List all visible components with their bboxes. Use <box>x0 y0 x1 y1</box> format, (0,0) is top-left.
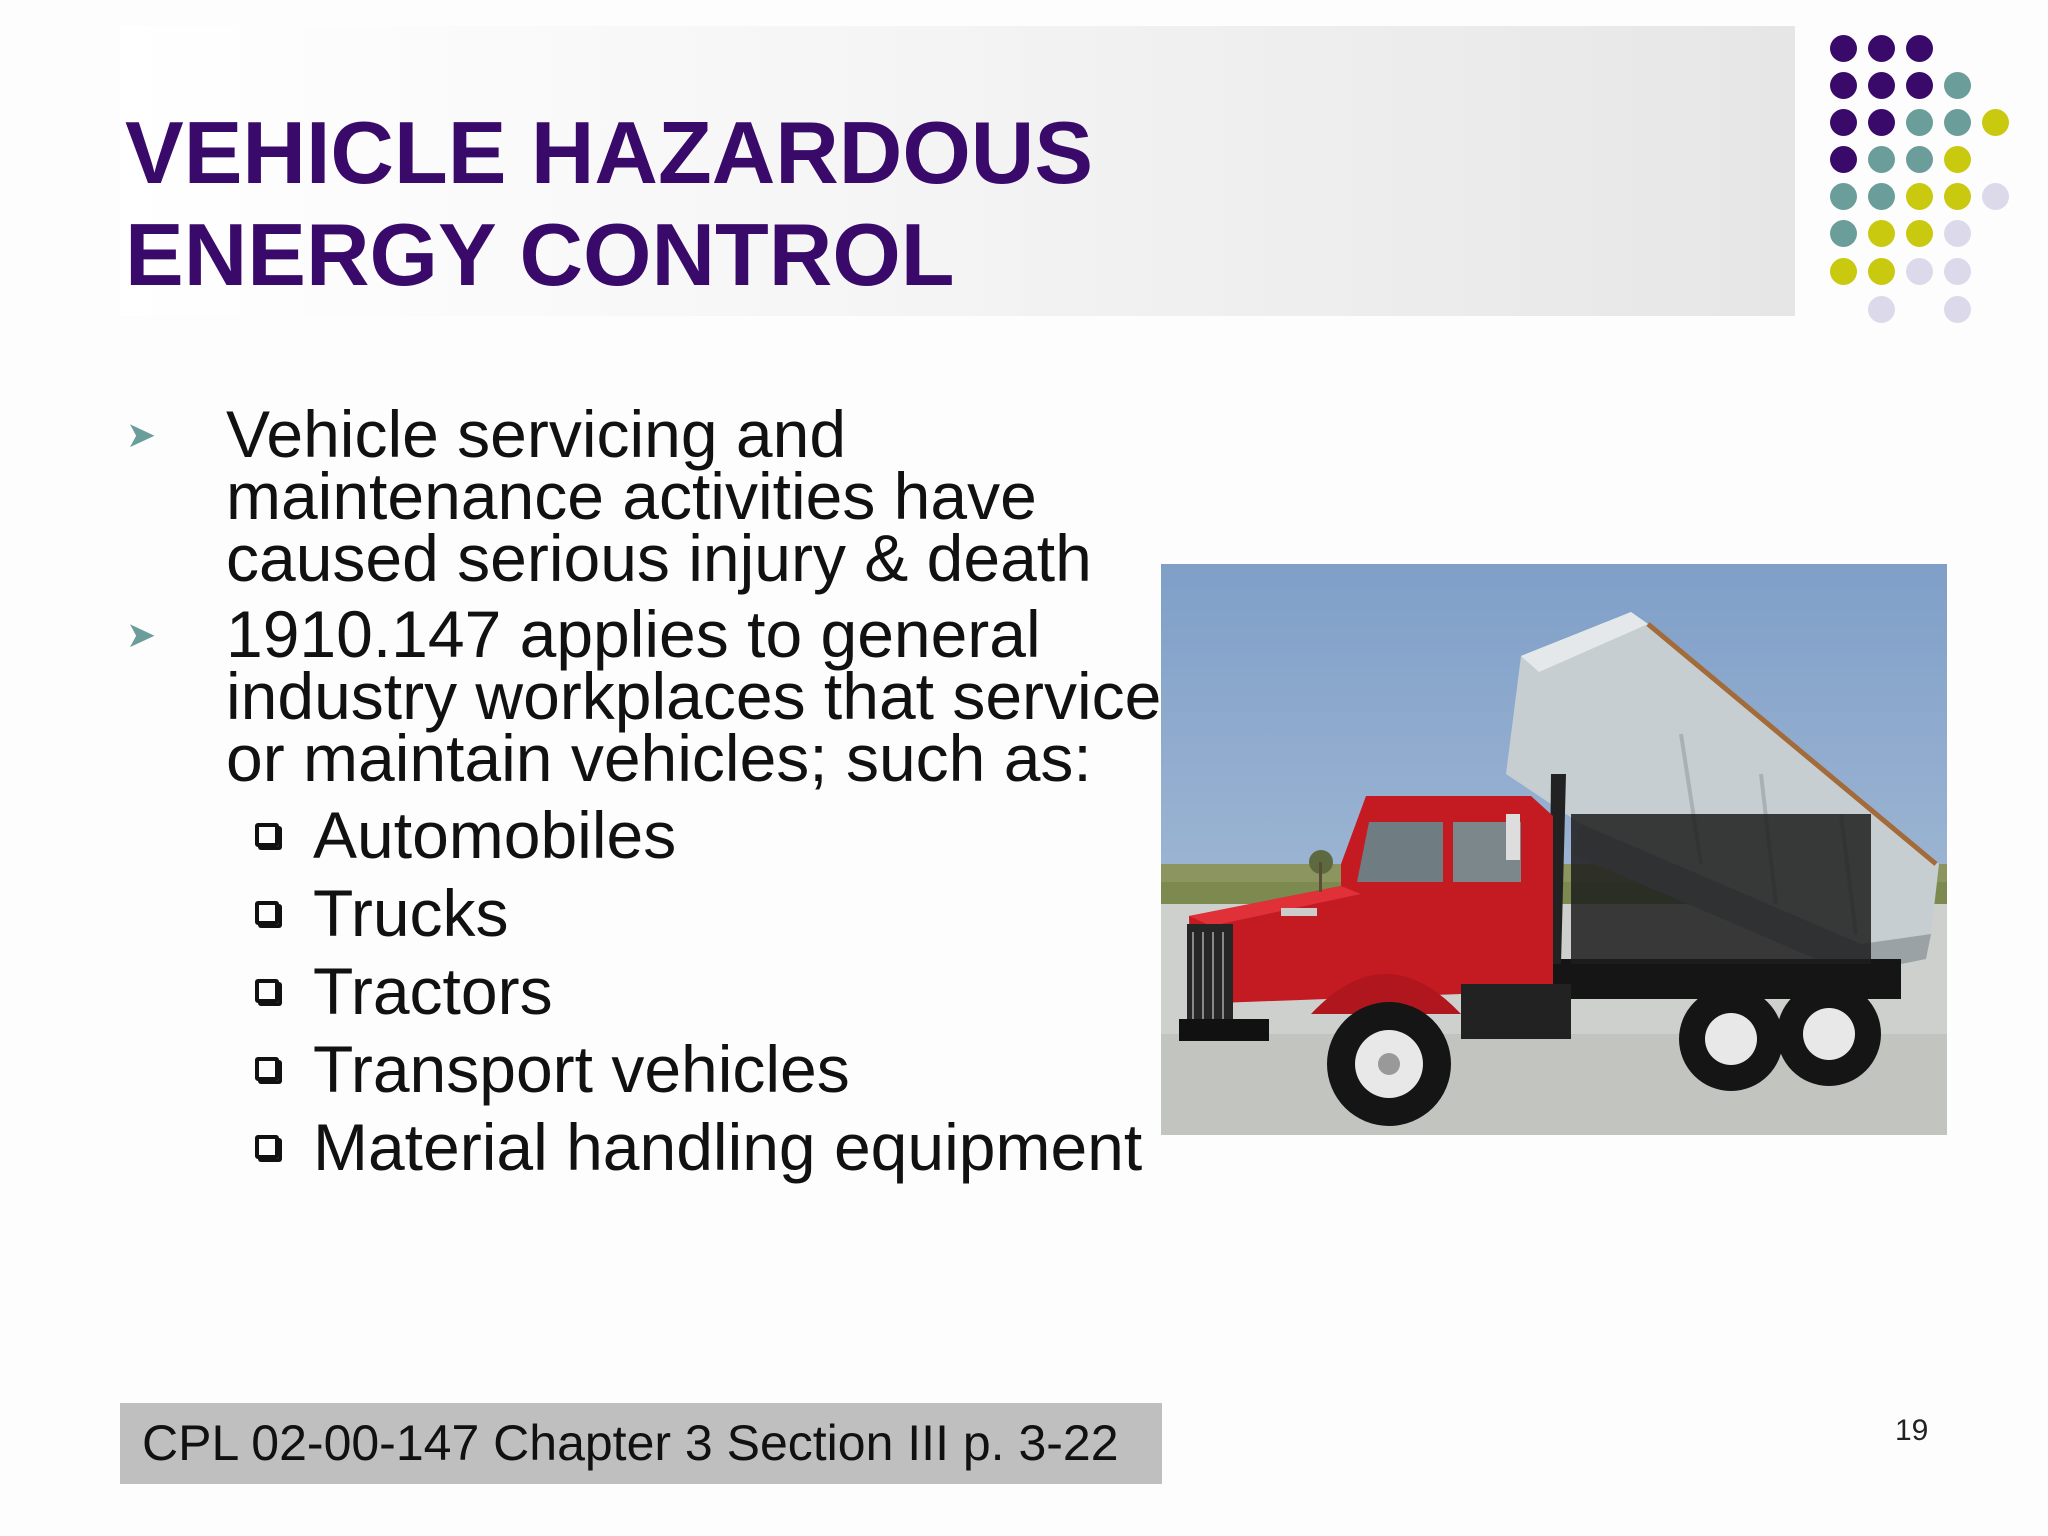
dot <box>1982 109 2009 136</box>
dot <box>1906 220 1933 247</box>
dot <box>1906 72 1933 99</box>
sub-item-text: Transport vehicles <box>313 1032 850 1106</box>
sub-list-item <box>255 1112 1142 1182</box>
bullet-2-line-1: 1910.147 applies to general <box>226 597 1041 671</box>
dot <box>1868 72 1895 99</box>
dot <box>1944 72 1971 99</box>
dot <box>1868 146 1895 173</box>
dot <box>1944 220 1971 247</box>
bullet-1-line-2: maintenance activities have <box>226 459 1037 533</box>
dot <box>1944 146 1971 173</box>
checkbox-bullet-icon <box>255 901 279 925</box>
arrow-bullet-icon: ➤ <box>126 614 157 655</box>
dot <box>1906 109 1933 136</box>
dot <box>1830 220 1857 247</box>
checkbox-bullet-icon <box>255 823 279 847</box>
dot <box>1944 258 1971 285</box>
dot <box>1906 258 1933 285</box>
title-line-2: ENERGY CONTROL <box>125 205 955 304</box>
dot <box>1868 183 1895 210</box>
dot <box>1944 183 1971 210</box>
reference-citation: CPL 02-00-147 Chapter 3 Section III p. 3-22 <box>120 1403 1162 1484</box>
dot <box>1906 183 1933 210</box>
dot <box>1944 109 1971 136</box>
dot <box>1830 109 1857 136</box>
dot <box>1830 258 1857 285</box>
dot <box>1868 35 1895 62</box>
dot <box>1982 183 2009 210</box>
sub-item-text: Material handling equipment <box>313 1110 1143 1184</box>
dot <box>1868 258 1895 285</box>
bullet-2-line-2: industry workplaces that service <box>226 659 1162 733</box>
sub-list-item <box>255 878 509 948</box>
checkbox-bullet-icon <box>255 979 279 1003</box>
dot <box>1830 35 1857 62</box>
dot <box>1830 146 1857 173</box>
dot <box>1830 72 1857 99</box>
arrow-bullet-icon: ➤ <box>126 414 157 455</box>
sub-item-text: Automobiles <box>313 798 677 872</box>
page-number: 19 <box>1895 1414 1929 1447</box>
title-line-1: VEHICLE HAZARDOUS <box>125 103 1094 202</box>
dot <box>1944 296 1971 323</box>
sub-item-text: Tractors <box>313 954 553 1028</box>
dot <box>1868 109 1895 136</box>
dot <box>1830 183 1857 210</box>
dump-truck-photo <box>1161 564 1947 1135</box>
dot <box>1868 220 1895 247</box>
dot <box>1868 296 1895 323</box>
sub-list-item <box>255 956 553 1026</box>
decorative-dot-grid <box>0 0 2048 340</box>
sub-item-text: Trucks <box>313 876 509 950</box>
dot <box>1906 146 1933 173</box>
checkbox-bullet-icon <box>255 1057 279 1081</box>
checkbox-bullet-icon <box>255 1135 279 1159</box>
bullet-1-line-1: Vehicle servicing and <box>226 397 847 471</box>
bullet-2-line-3: or maintain vehicles; such as: <box>226 721 1092 795</box>
bullet-2-text <box>226 597 1186 795</box>
bullet-1-line-3: caused serious injury & death <box>226 521 1092 595</box>
dot <box>1906 35 1933 62</box>
sub-list-item <box>255 800 676 870</box>
sub-list-item <box>255 1034 850 1104</box>
bullet-1-text <box>226 397 1186 595</box>
